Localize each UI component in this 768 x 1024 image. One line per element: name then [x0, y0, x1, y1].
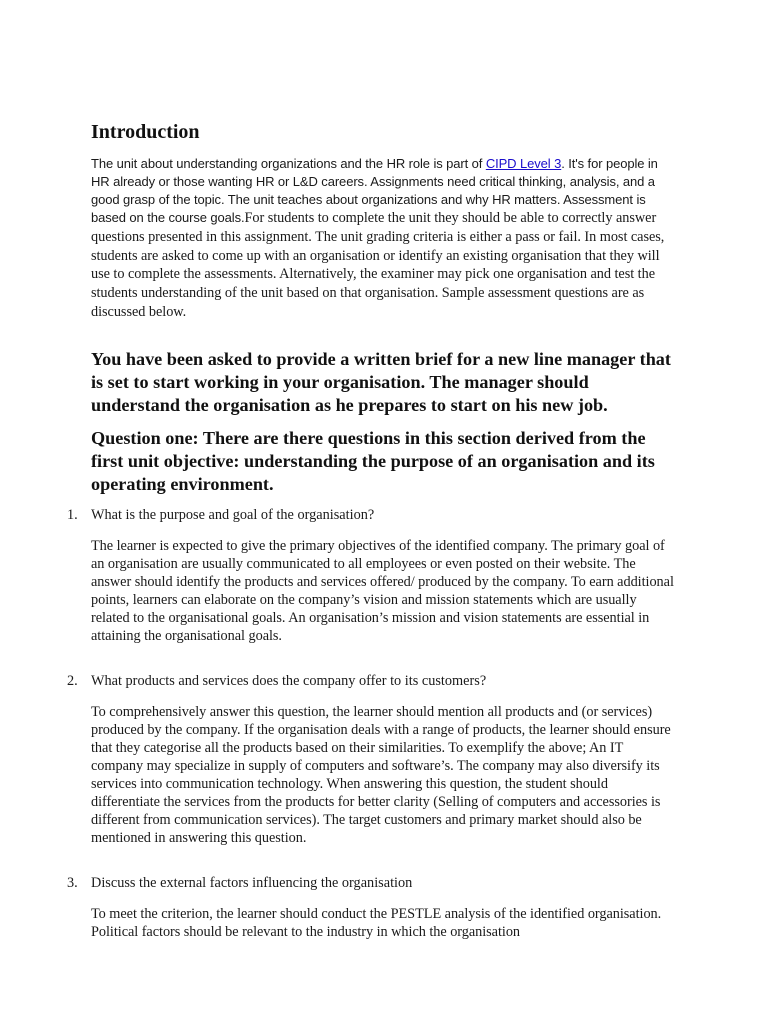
- question-text: What products and services does the company offer to its customers?: [91, 673, 487, 690]
- document-page: [67, 118, 678, 941]
- intro-text-end: . It's for people in HR already or those wanting HR or L&D careers. Assignments need critical thinking, analysis, and a good grasp of the topic. The unit teaches about organizations and why HR matters. Assessment is based on the course goals.: [91, 156, 658, 225]
- question-text: Discuss the external factors influencing the organisation: [91, 875, 413, 892]
- answer-paragraph: The learner is expected to give the primary objectives of the identified company. The primary goal of an organisation are usually communicated to all employees or even posted on their website. The answer should identify the products and services offered/ produced by the company. To earn additional points, learners can elaborate on the company’s vision and mission statements which are usually related to the organisational goals. An organisation’s mission and vision statements are essential in attaining the organisational goals.: [91, 538, 674, 645]
- question-number: 3.: [67, 875, 78, 892]
- question-one-heading: Question one: There are there questions in this section derived from the first unit objective: understanding the purpose of an organisation and its operating environment.: [91, 428, 655, 495]
- question-item: [67, 506, 678, 645]
- question-text: What is the purpose and goal of the organisation?: [91, 507, 375, 524]
- question-number: 2.: [67, 673, 78, 690]
- answer-paragraph: To comprehensively answer this question, the learner should mention all products and (or services) produced by the company. If the organisation deals with a range of products, the learner should ensure that they categorise all the products based on their similarities. To exemplify the above; An IT company may specialize in supply of computers and software’s. The company may also diversify its services into communication technology. When answering this question, the student should differentiate the services from the products for better clarity (Selling of computers and accessories is different from communication services). The target customers and primary market should also be mentioned in answering this question.: [91, 704, 671, 847]
- question-item: [67, 672, 678, 847]
- intro-text-serif: For students to complete the unit they should be able to correctly answer questions presented in this assignment. The unit grading criteria is either a pass or fail. In most cases, students are asked to come up with an organisation or identify an existing organisation that they will use to complete the assessments. Alternatively, the examiner may pick one organisation and test the students understanding of the unit based on that organisation. Sample assessment questions are as discussed below.: [91, 209, 665, 321]
- intro-text-start: The unit about understanding organizations and the HR role is part of: [91, 156, 486, 171]
- question-item: [67, 874, 678, 941]
- question-list: [67, 506, 678, 941]
- question-number: 1.: [67, 507, 78, 524]
- introduction-paragraph: [91, 155, 678, 322]
- cipd-level-3-link[interactable]: CIPD Level 3: [485, 156, 562, 171]
- introduction-heading: Introduction: [91, 121, 200, 143]
- brief-heading: You have been asked to provide a written brief for a new line manager that is set to start working in your organisation. The manager should understand the organisation as he prepares to start on his new job.: [91, 349, 671, 416]
- answer-paragraph: To meet the criterion, the learner should conduct the PESTLE analysis of the identified organisation. Political factors should be relevant to the industry in which the organisation: [91, 906, 662, 941]
